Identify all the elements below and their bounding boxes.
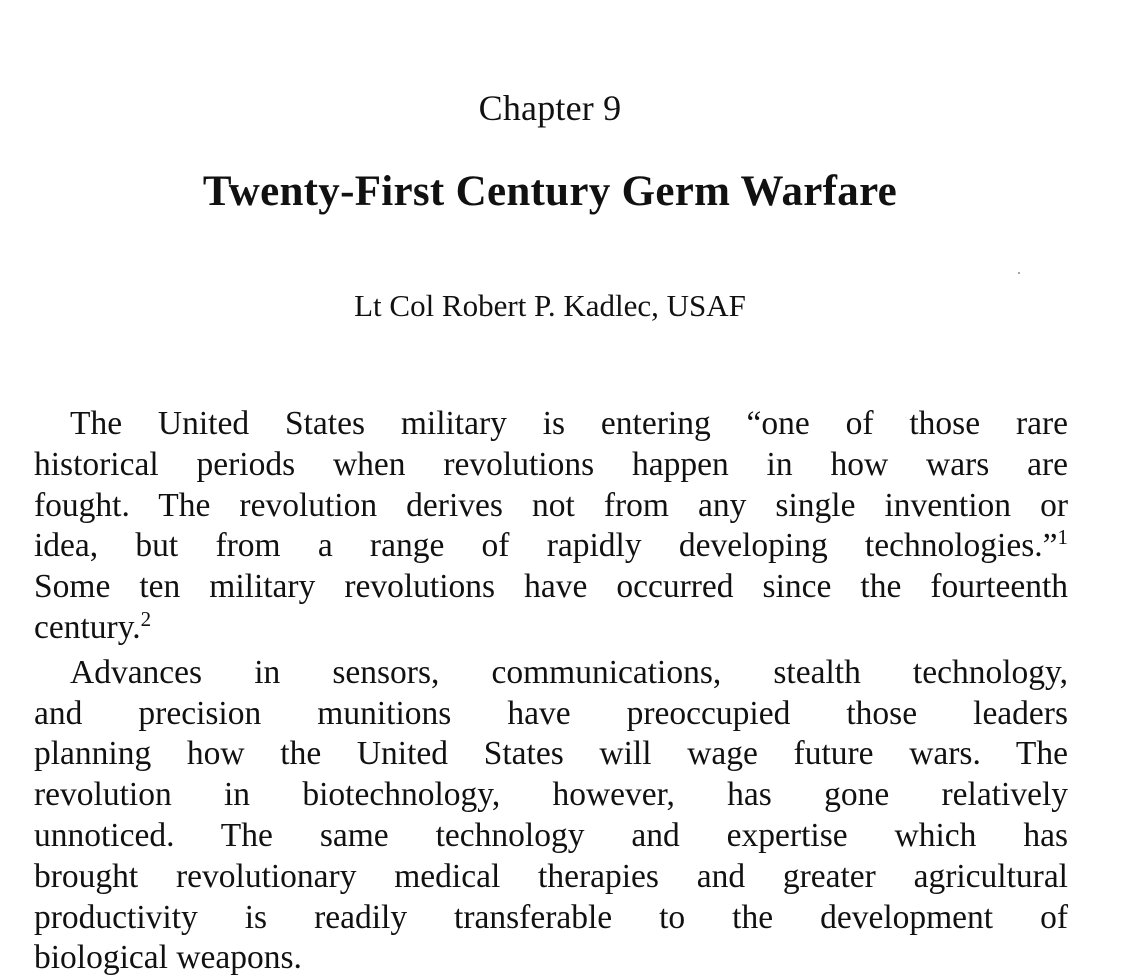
text-line: Advances in sensors, communications, stealth technology, (70, 653, 1068, 691)
text-line: The United States military is entering “one of those rare (70, 405, 1068, 442)
chapter-author: Lt Col Robert P. Kadlec, USAF (354, 288, 746, 323)
text-line: productivity is readily transferable to the development of (34, 898, 1068, 936)
footnote-marker: 1 (1057, 525, 1068, 550)
text-line: revolution in biotechnology, however, has gone relatively (34, 776, 1068, 814)
text-line: biological weapons. (34, 939, 302, 977)
text-line: fought. The revolution derives not from any single invention or (34, 486, 1068, 524)
text-line: brought revolutionary medical therapies and greater agricultural (34, 857, 1068, 895)
paragraph (34, 653, 1068, 979)
text-line: unnoticed. The same technology and expertise which has (34, 816, 1068, 854)
footnote-marker: 2 (140, 606, 152, 631)
text-line-content: idea, but from a range of rapidly developing technologies.” (34, 527, 1058, 565)
body-text (34, 404, 1068, 979)
text-line: Some ten military revolutions have occurred since the fourteenth (34, 568, 1068, 606)
chapter-title: Twenty-First Century Germ Warfare (202, 168, 898, 215)
scan-speck (1018, 272, 1020, 274)
text-line (34, 608, 1068, 649)
paragraph (34, 404, 1068, 649)
text-line (34, 526, 1068, 567)
text-line: planning how the United States will wage future wars. The (34, 735, 1068, 773)
text-line: historical periods when revolutions happen in how wars are (34, 445, 1068, 483)
text-line: and precision munitions have preoccupied those leaders (34, 694, 1068, 732)
chapter-number: Chapter 9 (478, 88, 622, 128)
text-line-content: century. (34, 608, 141, 646)
